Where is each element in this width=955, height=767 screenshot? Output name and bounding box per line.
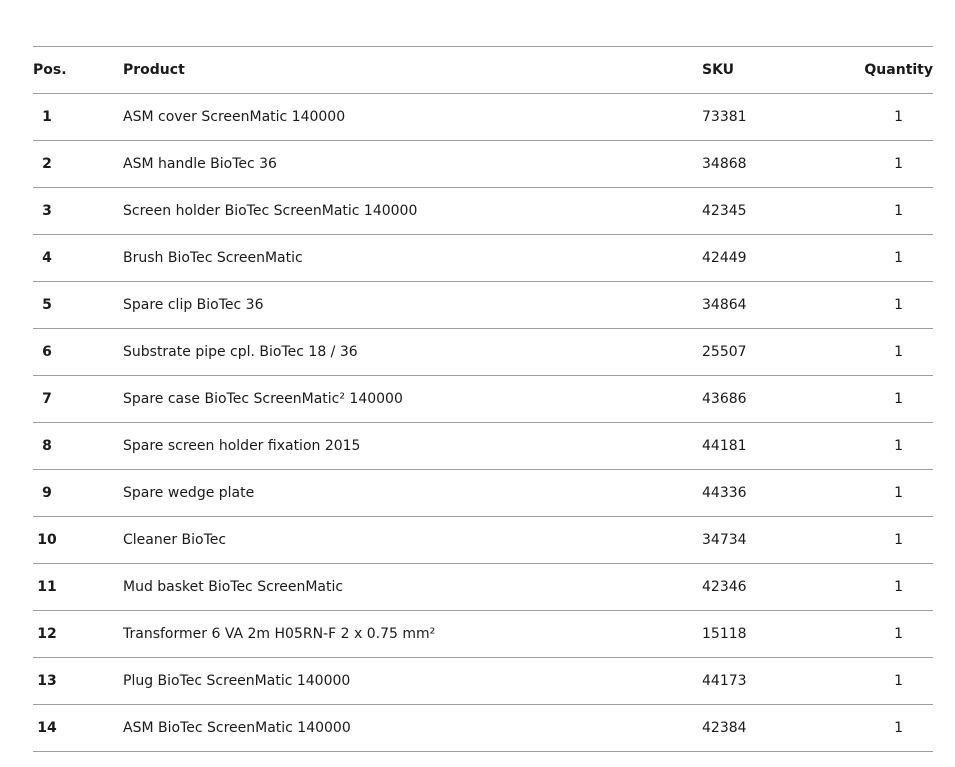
- quantity-value: 1: [853, 470, 933, 517]
- table-row: [33, 282, 933, 329]
- sku-value: 43686: [702, 376, 853, 423]
- table-row: [33, 235, 933, 282]
- pos-number: 14: [37, 720, 57, 736]
- pos-cell: [33, 564, 123, 611]
- product-name: Spare case BioTec ScreenMatic² 140000: [123, 376, 702, 423]
- table-header: [33, 47, 933, 94]
- sku-value: 42345: [702, 188, 853, 235]
- product-name: Transformer 6 VA 2m H05RN-F 2 x 0.75 mm²: [123, 611, 702, 658]
- pos-cell: [33, 658, 123, 705]
- quantity-value: 1: [853, 376, 933, 423]
- header-row: [33, 47, 933, 94]
- pos-number: 9: [42, 485, 52, 501]
- pos-cell: [33, 94, 123, 141]
- pos-cell: [33, 423, 123, 470]
- quantity-value: 1: [853, 423, 933, 470]
- table-row: [33, 611, 933, 658]
- pos-cell: [33, 611, 123, 658]
- table-row: [33, 94, 933, 141]
- product-name: Cleaner BioTec: [123, 517, 702, 564]
- table-body: [33, 94, 933, 752]
- table-row: [33, 470, 933, 517]
- product-name: Spare clip BioTec 36: [123, 282, 702, 329]
- pos-cell: [33, 376, 123, 423]
- pos-number: 4: [42, 250, 52, 266]
- table-row: [33, 517, 933, 564]
- product-name: Screen holder BioTec ScreenMatic 140000: [123, 188, 702, 235]
- header-quantity: Quantity: [853, 47, 933, 94]
- quantity-value: 1: [853, 188, 933, 235]
- pos-number: 3: [42, 203, 52, 219]
- pos-number: 1: [42, 109, 52, 125]
- header-pos: Pos.: [33, 47, 123, 94]
- pos-cell: [33, 329, 123, 376]
- quantity-value: 1: [853, 705, 933, 752]
- product-name: Plug BioTec ScreenMatic 140000: [123, 658, 702, 705]
- quantity-value: 1: [853, 329, 933, 376]
- product-name: Mud basket BioTec ScreenMatic: [123, 564, 702, 611]
- header-product: Product: [123, 47, 702, 94]
- quantity-value: 1: [853, 94, 933, 141]
- product-name: ASM BioTec ScreenMatic 140000: [123, 705, 702, 752]
- product-name: Brush BioTec ScreenMatic: [123, 235, 702, 282]
- sku-value: 44336: [702, 470, 853, 517]
- sku-value: 44173: [702, 658, 853, 705]
- sku-value: 15118: [702, 611, 853, 658]
- table-row: [33, 376, 933, 423]
- pos-cell: [33, 282, 123, 329]
- parts-table: [33, 46, 933, 752]
- table-row: [33, 423, 933, 470]
- pos-number: 2: [42, 156, 52, 172]
- table-row: [33, 188, 933, 235]
- pos-cell: [33, 517, 123, 564]
- pos-cell: [33, 470, 123, 517]
- header-sku: SKU: [702, 47, 853, 94]
- quantity-value: 1: [853, 611, 933, 658]
- sku-value: 44181: [702, 423, 853, 470]
- sku-value: 42384: [702, 705, 853, 752]
- product-name: ASM handle BioTec 36: [123, 141, 702, 188]
- pos-number: 8: [42, 438, 52, 454]
- sku-value: 34868: [702, 141, 853, 188]
- table-row: [33, 141, 933, 188]
- sku-value: 73381: [702, 94, 853, 141]
- product-name: Spare wedge plate: [123, 470, 702, 517]
- pos-cell: [33, 141, 123, 188]
- product-name: Substrate pipe cpl. BioTec 18 / 36: [123, 329, 702, 376]
- sku-value: 34864: [702, 282, 853, 329]
- pos-number: 7: [42, 391, 52, 407]
- product-name: ASM cover ScreenMatic 140000: [123, 94, 702, 141]
- pos-cell: [33, 235, 123, 282]
- quantity-value: 1: [853, 517, 933, 564]
- pos-cell: [33, 188, 123, 235]
- quantity-value: 1: [853, 564, 933, 611]
- table-row: [33, 658, 933, 705]
- quantity-value: 1: [853, 282, 933, 329]
- table-row: [33, 329, 933, 376]
- pos-number: 12: [37, 626, 57, 642]
- pos-number: 6: [42, 344, 52, 360]
- sku-value: 25507: [702, 329, 853, 376]
- quantity-value: 1: [853, 141, 933, 188]
- quantity-value: 1: [853, 235, 933, 282]
- table-row: [33, 564, 933, 611]
- pos-number: 5: [42, 297, 52, 313]
- sku-value: 42449: [702, 235, 853, 282]
- product-name: Spare screen holder fixation 2015: [123, 423, 702, 470]
- pos-number: 11: [37, 579, 57, 595]
- quantity-value: 1: [853, 658, 933, 705]
- pos-number: 10: [37, 532, 57, 548]
- pos-cell: [33, 705, 123, 752]
- table-row: [33, 705, 933, 752]
- pos-number: 13: [37, 673, 57, 689]
- sku-value: 42346: [702, 564, 853, 611]
- sku-value: 34734: [702, 517, 853, 564]
